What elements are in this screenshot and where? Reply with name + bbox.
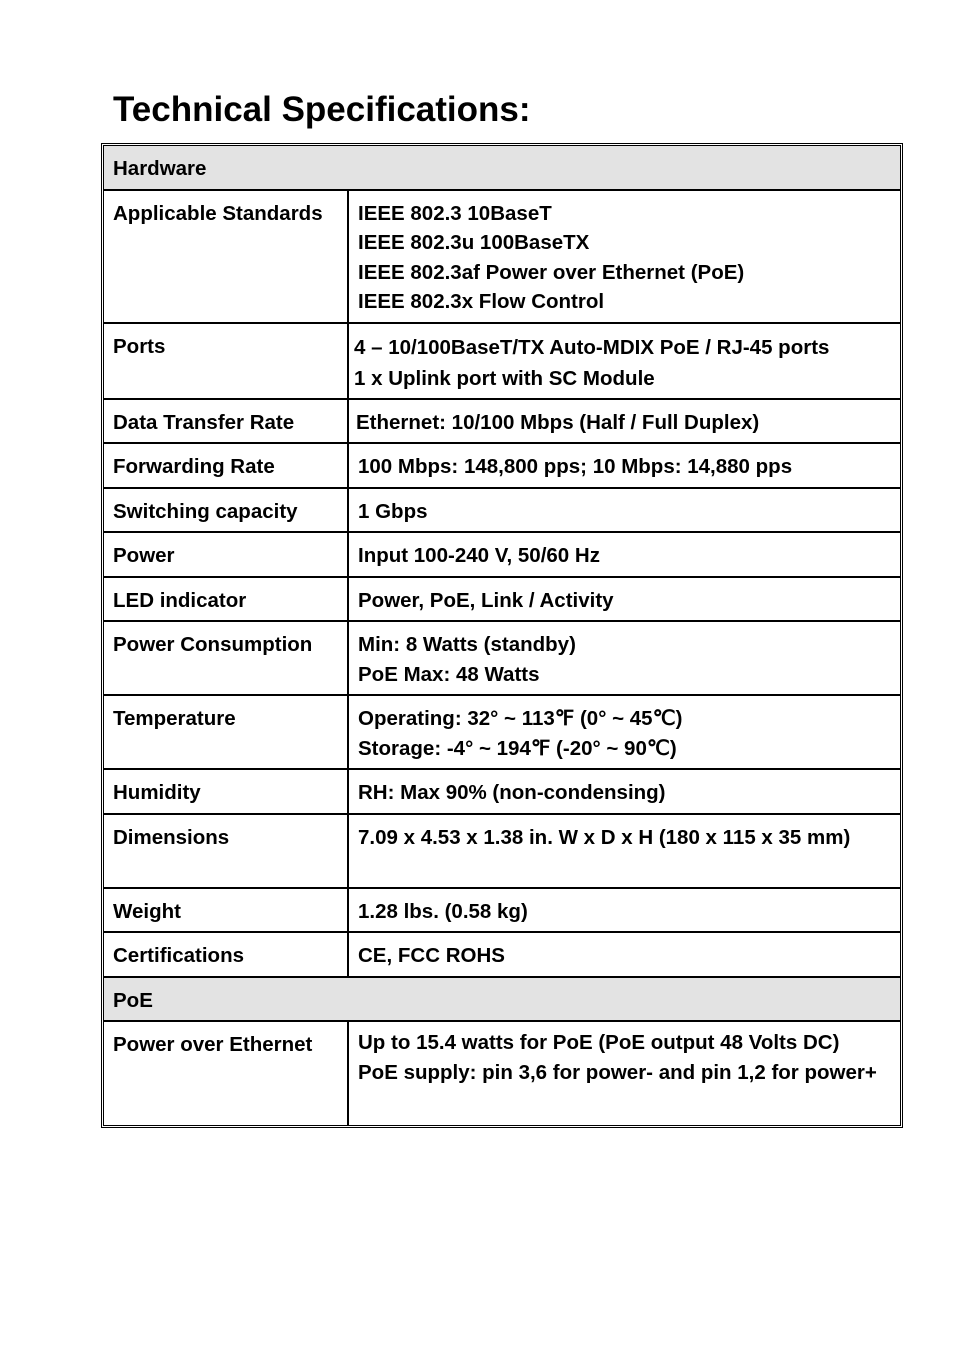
spec-value-line: 1 Gbps (358, 499, 428, 523)
spec-value-line: PoE supply: pin 3,6 for power- and pin 1,2 for power+ (358, 1060, 877, 1084)
spec-value-line: Operating: 32° ~ 113℉ (0° ~ 45℃) (358, 707, 683, 730)
spec-label-led-indicator: LED indicator (104, 578, 349, 623)
spec-label-switching-capacity: Switching capacity (104, 489, 349, 534)
spec-value-dimensions (349, 815, 900, 889)
spec-value-forwarding-rate (349, 444, 900, 489)
spec-value-certifications (349, 933, 900, 978)
specifications-table (103, 145, 901, 1126)
spec-value-weight (349, 889, 900, 934)
table-row (104, 815, 900, 889)
spec-value-led-indicator (349, 578, 900, 623)
table-row (104, 489, 900, 534)
spec-value-power-over-ethernet (349, 1022, 900, 1125)
spec-value-power (349, 533, 900, 578)
spec-value-ports (349, 324, 900, 400)
spec-value-line: 1 x Uplink port with SC Module (354, 366, 655, 390)
spec-label-temperature: Temperature (104, 696, 349, 770)
spec-value-line: IEEE 802.3 10BaseT (358, 201, 552, 225)
section-header-row (104, 978, 900, 1023)
table-row (104, 696, 900, 770)
spec-label-ports: Ports (104, 324, 349, 400)
spec-label-power-over-ethernet: Power over Ethernet (104, 1022, 349, 1125)
spec-value-line: 4 – 10/100BaseT/TX Auto-MDIX PoE / RJ-45 ports (354, 335, 830, 359)
spec-value-humidity (349, 770, 900, 815)
table-row (104, 933, 900, 978)
spec-value-line: PoE Max: 48 Watts (358, 662, 540, 686)
table-row (104, 1022, 900, 1125)
spec-value-switching-capacity (349, 489, 900, 534)
spec-label-certifications: Certifications (104, 933, 349, 978)
table-row (104, 533, 900, 578)
spec-value-temperature (349, 696, 900, 770)
section-header-row (104, 146, 900, 191)
spec-value-line: IEEE 802.3x Flow Control (358, 290, 605, 313)
spec-value-line: 7.09 x 4.53 x 1.38 in. W x D x H (180 x 115 x 35 mm) (358, 825, 851, 849)
spec-label-power-consumption: Power Consumption (104, 622, 349, 696)
spec-label-forwarding-rate: Forwarding Rate (104, 444, 349, 489)
spec-label-humidity: Humidity (104, 770, 349, 815)
spec-value-data-transfer-rate (349, 400, 900, 445)
table-row (104, 444, 900, 489)
spec-value-line: RH: Max 90% (non-condensing) (358, 781, 666, 804)
spec-value-line: Ethernet: 10/100 Mbps (Half / Full Duplex) (356, 410, 760, 434)
spec-value-line: Input 100-240 V, 50/60 Hz (358, 544, 600, 567)
table-row (104, 622, 900, 696)
spec-value-applicable-standards (349, 191, 900, 324)
spec-value-line: IEEE 802.3u 100BaseTX (358, 231, 590, 254)
spec-value-line: Min: 8 Watts (standby) (358, 633, 576, 656)
spec-value-line: 100 Mbps: 148,800 pps; 10 Mbps: 14,880 pps (358, 455, 793, 478)
section-header-hardware: Hardware (104, 146, 900, 191)
spec-value-line: Storage: -4° ~ 194℉ (-20° ~ 90℃) (358, 736, 677, 760)
spec-value-line: IEEE 802.3af Power over Ethernet (PoE) (358, 260, 745, 284)
spec-value-power-consumption (349, 622, 900, 696)
table-row (104, 889, 900, 934)
table-row (104, 324, 900, 400)
spec-label-data-transfer-rate: Data Transfer Rate (104, 400, 349, 445)
table-row (104, 770, 900, 815)
section-header-poe: PoE (104, 978, 900, 1023)
spec-value-line: Up to 15.4 watts for PoE (PoE output 48 Volts DC) (358, 1031, 840, 1054)
spec-value-line: 1.28 lbs. (0.58 kg) (358, 899, 528, 923)
spec-label-dimensions: Dimensions (104, 815, 349, 889)
spec-value-line: Power, PoE, Link / Activity (358, 588, 614, 612)
table-row (104, 191, 900, 324)
spec-label-power: Power (104, 533, 349, 578)
spec-label-weight: Weight (104, 889, 349, 934)
spec-value-line: CE, FCC ROHS (358, 944, 505, 967)
table-row (104, 578, 900, 623)
table-row (104, 400, 900, 445)
spec-label-applicable-standards: Applicable Standards (104, 191, 349, 324)
page-title: Technical Specifications: (113, 90, 531, 129)
